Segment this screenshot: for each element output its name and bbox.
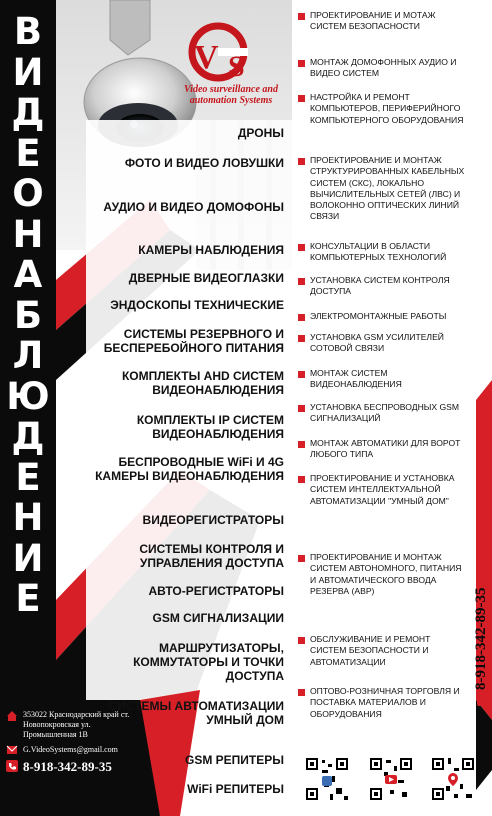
- service-item: [298, 92, 468, 126]
- title-letter: Л: [12, 334, 44, 377]
- product-item: БЕСПРОВОДНЫЕ WiFi И 4G КАМЕРЫ ВИДЕОНАБЛЮДЕНИЯ: [95, 455, 284, 483]
- qr-code-youtube[interactable]: [368, 756, 414, 806]
- title-letter: Е: [15, 131, 41, 175]
- service-item: [298, 552, 468, 597]
- title-letter: И: [12, 50, 44, 94]
- title-letter: Д: [11, 91, 45, 134]
- service-label: УСТАНОВКА GSM УСИЛИТЕЛЕЙ СОТОВОЙ СВЯЗИ: [310, 332, 444, 354]
- service-item: [298, 241, 468, 264]
- service-label: УСТАНОВКА СИСТЕМ КОНТРОЛЯ ДОСТУПА: [310, 275, 450, 297]
- title-letter: Е: [15, 577, 41, 620]
- contacts-block: [6, 710, 166, 778]
- vertical-title: [0, 0, 56, 712]
- product-item: МАРШРУТИЗАТОРЫ, КОММУТАТОРЫ И ТОЧКИ ДОСТУПА: [133, 641, 284, 683]
- service-label: ОБСЛУЖИВАНИЕ И РЕМОНТ СИСТЕМ БЕЗОПАСНОСТИ И АВТОМАТИЗАЦИИ: [310, 634, 431, 667]
- qr-code-vk[interactable]: [304, 756, 350, 806]
- product-item: ФОТО И ВИДЕО ЛОВУШКИ: [124, 156, 284, 170]
- logo-subtitle: Video surveillance and automation Systems: [184, 84, 278, 106]
- red-bullet-icon: [298, 314, 305, 321]
- service-item: [298, 10, 468, 33]
- red-bullet-icon: [298, 476, 305, 483]
- title-letter: Н: [12, 496, 44, 539]
- service-item: [298, 686, 468, 720]
- service-label: УСТАНОВКА БЕСПРОВОДНЫХ GSM СИГНАЛИЗАЦИЙ: [310, 402, 460, 424]
- product-item: ВИДЕОРЕГИСТРАТОРЫ: [142, 513, 284, 527]
- service-item: [298, 155, 468, 223]
- red-bullet-icon: [298, 689, 305, 696]
- service-label: ПРОЕКТИРОВАНИЕ И МОНТАЖ СИСТЕМ АВТОНОМНОГО, ПИТАНИЯ И АВТОМАТИЧЕСКОГО ВВОДА РЕЗЕРВА (АВР): [310, 552, 462, 596]
- service-item: [298, 473, 468, 507]
- red-bullet-icon: [298, 95, 305, 102]
- service-label: НАСТРОЙКА И РЕМОНТ КОМПЬЮТЕРОВ, ПЕРИФЕРИЙНОГО КОМПЬЮТЕРНОГО ОБОРУДОВАНИЯ: [310, 92, 464, 125]
- service-item: [298, 57, 468, 80]
- red-bullet-icon: [298, 637, 305, 644]
- service-label: МОНТАЖ СИСТЕМ ВИДЕОНАБЛЮДЕНИЯ: [310, 368, 402, 390]
- services-panel: [296, 0, 492, 816]
- service-item: [298, 332, 468, 355]
- phone-icon-vertical: [477, 694, 489, 706]
- service-label: ПРОЕКТИРОВАНИЕ И МОТАЖ СИСТЕМ БЕЗОПАСНОСТИ: [310, 10, 436, 32]
- red-bullet-icon: [298, 244, 305, 251]
- title-letter: И: [12, 536, 44, 580]
- product-item: КАМЕРЫ НАБЛЮДЕНИЯ: [138, 243, 284, 257]
- gvs-logo: [178, 18, 288, 128]
- qr-code-location[interactable]: [430, 756, 476, 806]
- title-letter: Б: [13, 293, 43, 337]
- red-bullet-icon: [298, 278, 305, 285]
- phone-link[interactable]: 8-918-342-89-35: [23, 759, 112, 774]
- title-letter: Е: [15, 455, 41, 499]
- email-link[interactable]: G.VideoSystems@gmail.com: [23, 745, 118, 754]
- phone-icon: [6, 760, 18, 772]
- service-item: [298, 438, 468, 461]
- logo-letter-v: V: [194, 39, 219, 76]
- service-label: МОНТАЖ ДОМОФОННЫХ АУДИО И ВИДЕО СИСТЕМ: [310, 57, 457, 79]
- phone-row: [6, 760, 166, 774]
- title-letter: О: [12, 172, 44, 215]
- product-item: СИСТЕМЫ РЕЗЕРВНОГО И БЕСПЕРЕБОЙНОГО ПИТАНИЯ: [103, 327, 284, 355]
- service-label: ПРОЕКТИРОВАНИЕ И УСТАНОВКА СИСТЕМ ИНТЕЛЛЕКТУАЛЬНОЙ АВТОМАТИЗАЦИИ "УМНЫЙ ДОМ": [310, 473, 455, 506]
- red-bullet-icon: [298, 13, 305, 20]
- red-bullet-icon: [298, 60, 305, 67]
- title-letter: В: [13, 10, 43, 53]
- title-letter: Ю: [6, 374, 50, 418]
- title-letter: Н: [12, 212, 44, 256]
- service-item: [298, 634, 468, 668]
- vertical-phone-text: 8-918-342-89-35: [473, 587, 489, 690]
- service-item: [298, 402, 468, 425]
- product-item: СИСТЕМЫ КОНТРОЛЯ И УПРАВЛЕНИЯ ДОСТУПА: [139, 542, 284, 570]
- red-bullet-icon: [298, 405, 305, 412]
- red-bullet-icon: [298, 371, 305, 378]
- vk-icon: [322, 776, 332, 786]
- product-item: ДВЕРНЫЕ ВИДЕОГЛАЗКИ: [128, 271, 284, 285]
- service-label: ЭЛЕКТРОМОНТАЖНЫЕ РАБОТЫ: [310, 311, 447, 321]
- product-item: АВТО-РЕГИСТРАТОРЫ: [148, 584, 284, 598]
- email-icon: [6, 744, 18, 756]
- vertical-phone-strip: [468, 0, 492, 816]
- service-item: [298, 311, 468, 322]
- product-item: КОМПЛЕКТЫ IP СИСТЕМ ВИДЕОНАБЛЮДЕНИЯ: [136, 413, 284, 441]
- logo-letter-s: S: [228, 50, 245, 83]
- service-label: КОНСУЛЬТАЦИИ В ОБЛАСТИ КОМПЬЮТЕРНЫХ ТЕХНОЛОГИЙ: [310, 241, 447, 263]
- product-item: ДРОНЫ: [237, 126, 284, 140]
- product-item: КОМПЛЕКТЫ AHD СИСТЕМ ВИДЕОНАБЛЮДЕНИЯ: [121, 369, 284, 397]
- red-bullet-icon: [298, 158, 305, 165]
- red-bullet-icon: [298, 555, 305, 562]
- product-item: ЭНДОСКОПЫ ТЕХНИЧЕСКИЕ: [110, 298, 284, 312]
- title-letter: А: [13, 253, 43, 296]
- service-item: [298, 368, 468, 391]
- service-label: ПРОЕКТИРОВАНИЕ И МОНТАЖ СТРУКТУРИРОВАННЫХ КАБЕЛЬНЫХ СИСТЕМ (СКС), ЛОКАЛЬНО ВЫЧИСЛИТЕЛЬНЫХ СЕТЕЙ (ЛВС) И ВОЛОКОННО ОПТИЧЕСКИХ ЛИНИЙ СВЯЗИ: [310, 155, 465, 222]
- home-icon: [6, 710, 18, 722]
- email-row: [6, 744, 166, 756]
- product-item: АУДИО И ВИДЕО ДОМОФОНЫ: [103, 200, 284, 214]
- address-row: [6, 710, 166, 740]
- service-label: ОПТОВО-РОЗНИЧНАЯ ТОРГОВЛЯ И ПОСТАВКА МАТЕРИАЛОВ И ОБОРУДОВАНИЯ: [310, 686, 460, 719]
- product-item: GSM РЕПИТЕРЫ: [184, 753, 284, 767]
- red-bullet-icon: [298, 335, 305, 342]
- product-item: WiFi РЕПИТЕРЫ: [187, 782, 284, 796]
- product-item: СИСТЕМЫ АВТОМАТИЗАЦИИ УМНЫЙ ДОМ: [108, 699, 284, 727]
- product-item: GSM СИГНАЛИЗАЦИИ: [152, 611, 284, 625]
- address-text: 353022 Краснодарский край ст. Новопокровская ул. Промышленная 1В: [23, 710, 130, 739]
- title-letter: Д: [11, 415, 45, 458]
- red-bullet-icon: [298, 441, 305, 448]
- service-label: МОНТАЖ АВТОМАТИКИ ДЛЯ ВОРОТ ЛЮБОГО ТИПА: [310, 438, 461, 460]
- service-item: [298, 275, 468, 298]
